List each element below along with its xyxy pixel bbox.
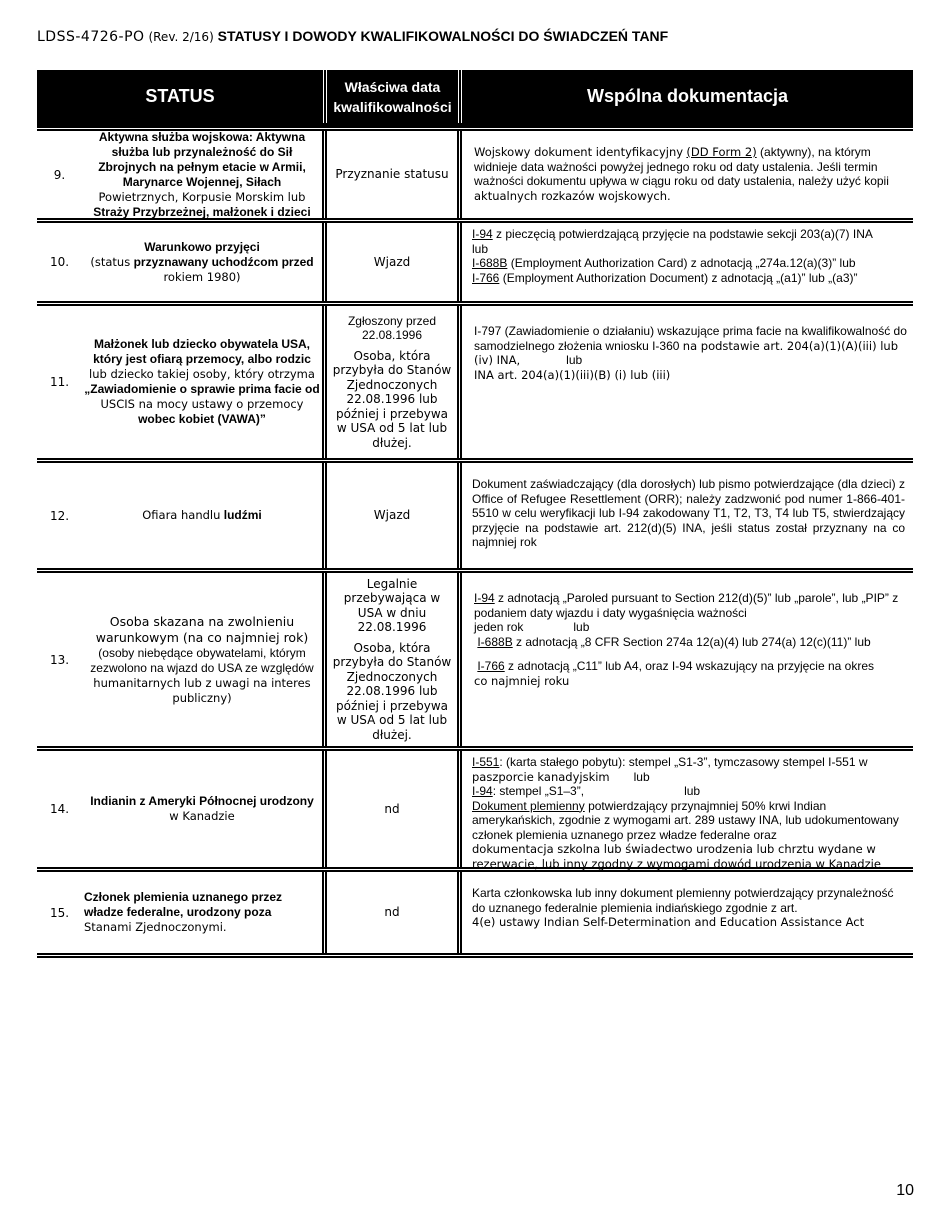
table-row	[37, 867, 913, 953]
row-date: Zgłoszony przed 22.08.1996 Osoba, która przybyła do Stanów Zjednoczonych 22.08.1996 lub później i przebywa w USA od 5 lat lub dłużej.	[327, 306, 462, 458]
row-date: nd	[327, 872, 462, 953]
row-number: 9.	[53, 167, 66, 182]
row-documentation: Wojskowy dokument identyfikacyjny (DD Form 2) (aktywny), na którym widnieje data ważności powyżej jednego roku od daty ustalenia. Jeśli termin ważności dokumentu upływa w ciągu roku od daty ustalenia, należy użyć kopii aktualnych rozkazów wojskowych.	[474, 145, 889, 203]
row-number: 11.	[49, 375, 70, 389]
table-row	[37, 126, 913, 218]
header-documentation: Wspólna dokumentacja	[586, 86, 789, 106]
row-status: Aktywna służba wojskowa: Aktywna służba lub przynależność do Sił Zbrojnych na pełnym etacie w Armii, Marynarce Wojennej, Siłach Powietrznych, Korpusie Morskim lub Straży Przybrzeżnej, małżonek i dzieci	[82, 131, 327, 218]
row-documentation: I-551: (karta stałego pobytu): stempel „S1-3”, tymczasowy stempel I-551 w paszporcie kanadyjskim lub I-94: stempel „S1–3”, lub Dokument plemienny potwierdzający przynajmniej 50% krwi Indian amerykańskich, zgodnie z wymogami art. 289 ustawy INA, lub udokumentowany członek plemienia uznanego przez władze federalne oraz dokumentacja szkolna lub świadectwo urodzenia lub chrztu wydane w rezerwacie, lub inny zgodny z wymogami dowód urodzenia w Kanadzie	[472, 755, 899, 871]
row-documentation: I-94 z pieczęcią potwierdzającą przyjęcie na podstawie sekcji 203(a)(7) INA lub I-688B (Employment Authorization Card) z adnotacją „274a.12(a)(3)” lub I-766 (Employment Authorization Document) z adnotacją „(a1)” lub „(a3)”	[472, 227, 873, 285]
form-revision: (Rev. 2/16)	[148, 30, 214, 44]
table-row	[37, 301, 913, 458]
table-row	[37, 746, 913, 871]
header-status: STATUS	[37, 70, 327, 123]
eligibility-table	[37, 70, 913, 958]
row-status: Członek plemienia uznanego przez władze federalne, urodzony poza Stanami Zjednoczonymi.	[82, 872, 327, 953]
row-number: 15.	[49, 905, 70, 920]
row-date: Legalnie przebywająca w USA w dniu 22.08.1996 Osoba, która przybyła do Stanów Zjednoczonych 22.08.1996 lub później i przebywa w USA od 5 lat lub dłużej.	[327, 573, 462, 746]
table-row	[37, 458, 913, 568]
table-bottom-rule	[37, 953, 913, 958]
form-code: LDSS-4726-PO	[37, 29, 145, 45]
row-number: 10.	[49, 255, 70, 269]
table-row	[37, 568, 913, 746]
row-date: Przyznanie statusu	[327, 131, 462, 218]
row-status: Małżonek lub dziecko obywatela USA, który jest ofiarą przemocy, albo rodzic lub dziecko takiej osoby, który otrzyma „Zawiadomienie o sprawie prima facie od USCIS na mocy ustawy o przemocy wobec kobiet (VAWA)”	[82, 306, 327, 458]
row-documentation: Dokument zaświadczający (dla dorosłych) lub pismo potwierdzające (dla dzieci) z Office of Refugee Resettlement (ORR); należy zadzwonić pod numer 1-866-401-5510 w celu weryfikacji lub I-94 zakodowany T1, T2, T3, T4 lub T5, stwierdzający przyjęcie na podstawie art. 212(d)(5) INA, jeśli status został przyznany na co najmniej rok	[472, 477, 905, 549]
document-title: STATUSY I DOWODY KWALIFIKOWALNOŚCI DO ŚWIADCZEŃ TANF	[217, 28, 669, 44]
row-status: Warunkowo przyjęci (status przyznawany uchodźcom przed rokiem 1980)	[82, 223, 327, 301]
page-number: 10	[896, 1182, 914, 1199]
document-header	[37, 28, 668, 45]
row-documentation: Karta członkowska lub inny dokument plemienny potwierdzający przynależność do uznanego federalnie plemienia indiańskiego zgodnie z art. 4(e) ustawy Indian Self-Determination and Education Assistance Act	[472, 886, 894, 929]
row-date: nd	[327, 751, 462, 867]
row-status: Ofiara handlu ludźmi	[82, 463, 327, 568]
row-number: 13.	[49, 652, 70, 667]
table-row	[37, 218, 913, 301]
header-eligibility-date: Właściwa data kwalifikowalności	[327, 70, 462, 123]
row-documentation: I-94 z adnotacją „Paroled pursuant to Section 212(d)(5)” lub „parole”, lub „PIP” z podaniem daty wjazdu i daty wygaśnięcia ważności jeden rok lub I-688B z adnotacją „8 CFR Section 274a 12(a)(4) lub 274(a) 12(c)(11)” lub I-766 z adnotacją „C11” lub A4, oraz I-94 wskazujący na przyjęcie na okres co najmniej roku	[474, 591, 899, 688]
row-status: Indianin z Ameryki Północnej urodzony w Kanadzie	[82, 751, 327, 867]
row-date: Wjazd	[327, 463, 462, 568]
row-number: 14.	[49, 802, 70, 816]
row-date: Wjazd	[327, 223, 462, 301]
row-status: Osoba skazana na zwolnieniu warunkowym (na co najmniej rok) (osoby niebędące obywatelami, którym zezwolono na wjazd do USA ze względów humanitarnych lub z uwagi na interes publiczny)	[82, 573, 327, 746]
row-documentation: I-797 (Zawiadomienie o działaniu) wskazujące prima facie na kwalifikowalność do samodzielnego złożenia wniosku I-360 na podstawie art. 204(a)(1)(A)(iii) lub (iv) INA, lub INA art. 204(a)(1)(iii)(B) (i) lub (iii)	[474, 324, 907, 382]
table-header	[37, 70, 913, 126]
row-number: 12.	[49, 508, 70, 523]
